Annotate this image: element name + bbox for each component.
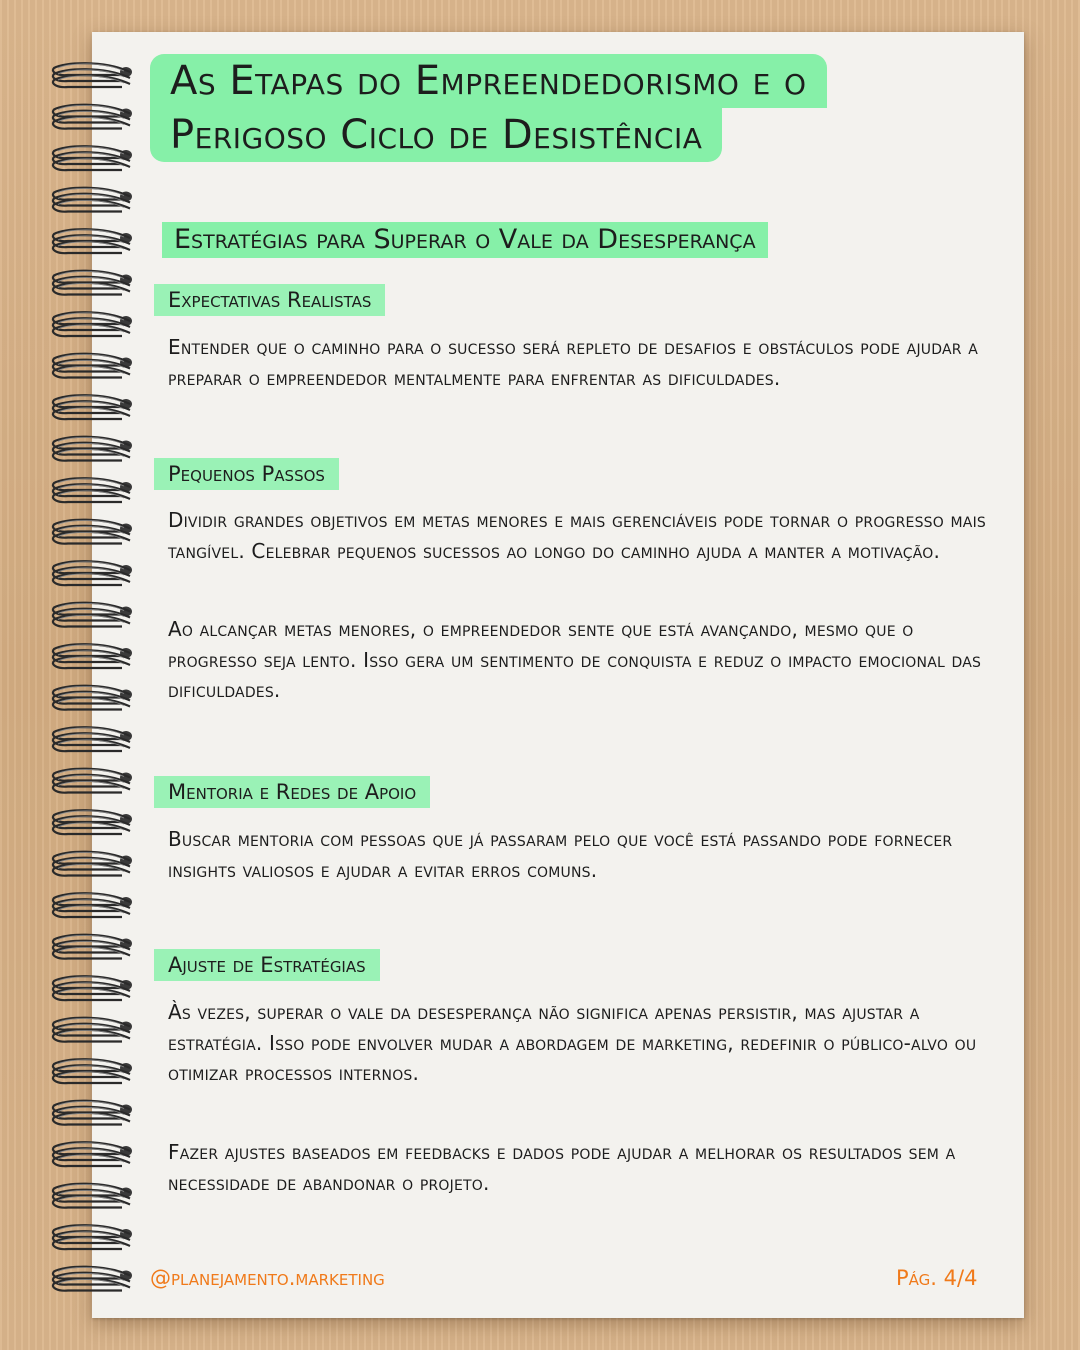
spiral-coil — [53, 520, 132, 544]
spiral-coil — [53, 893, 132, 917]
spiral-coil — [53, 312, 132, 336]
spiral-coil — [53, 686, 132, 710]
spiral-coil — [53, 1018, 132, 1042]
spiral-coil — [53, 105, 132, 129]
spiral-coil — [53, 271, 132, 295]
page-title — [150, 54, 970, 162]
paragraph-mentoria: Buscar mentoria com pessoas que já passaram pelo que você está passando pode fornecer insights valiosos e ajudar a evitar erros comuns. — [168, 827, 953, 882]
spiral-coil — [53, 852, 132, 876]
section-subtitle: Estratégias para Superar o Vale da Desesperança — [162, 222, 768, 258]
title-line-2: Perigoso Ciclo de Desistência — [150, 108, 722, 162]
title-line-1: As Etapas do Empreendedorismo e o — [150, 54, 827, 108]
heading-mentoria: Mentoria e Redes de Apoio — [154, 776, 430, 808]
paragraph-ajuste-2: Fazer ajustes baseados em feedbacks e dados pode ajudar a melhorar os resultados sem a necessidade de abandonar o projeto. — [168, 1140, 956, 1195]
spiral-coil — [53, 188, 132, 212]
spiral-coil — [53, 644, 132, 668]
spiral-coil — [53, 395, 132, 419]
spiral-coil — [53, 354, 132, 378]
heading-ajuste-estrategias: Ajuste de Estratégias — [154, 949, 380, 981]
spiral-coil — [53, 1101, 132, 1125]
paragraph-pequenos-passos-1: Dividir grandes objetivos em metas menores e mais gerenciáveis pode tornar o progresso mais tangível. Celebrar pequenos sucessos ao longo do caminho ajuda a manter a motivação. — [168, 508, 987, 563]
spiral-coil — [53, 1267, 132, 1291]
spiral-coil — [53, 935, 132, 959]
spiral-coil — [53, 1059, 132, 1083]
spiral-coil — [53, 63, 132, 87]
heading-expectativas-realistas: Expectativas Realistas — [154, 284, 385, 316]
spiral-binding — [44, 52, 154, 1292]
spiral-coil — [53, 478, 132, 502]
footer-handle: @planejamento.marketing — [150, 1266, 385, 1290]
spiral-coil — [53, 229, 132, 253]
paragraph-pequenos-passos-2: Ao alcançar metas menores, o empreendedor sente que está avançando, mesmo que o progresso seja lento. Isso gera um sentimento de conquista e reduz o impacto emocional das dificuldades. — [168, 617, 982, 702]
spiral-coil — [53, 769, 132, 793]
spiral-coil — [53, 1184, 132, 1208]
spiral-coil — [53, 146, 132, 170]
spiral-coil — [53, 603, 132, 627]
paragraph-ajuste-1: Às vezes, superar o vale da desesperança não significa apenas persistir, mas ajustar a estratégia. Isso pode envolver mudar a abordagem de marketing, redefinir o público-alvo ou otimizar processos internos. — [168, 1000, 977, 1085]
spiral-coil — [53, 1142, 132, 1166]
spiral-coil — [53, 561, 132, 585]
spiral-coil — [53, 437, 132, 461]
spiral-coil — [53, 1225, 132, 1249]
heading-pequenos-passos: Pequenos Passos — [154, 458, 339, 490]
footer-page-number: Pág. 4/4 — [896, 1266, 978, 1290]
spiral-coil — [53, 810, 132, 834]
spiral-coil — [53, 976, 132, 1000]
paragraph-expectativas: Entender que o caminho para o sucesso será repleto de desafios e obstáculos pode ajudar a preparar o empreendedor mentalmente para enfrentar as dificuldades. — [168, 335, 978, 390]
spiral-coil — [53, 727, 132, 751]
